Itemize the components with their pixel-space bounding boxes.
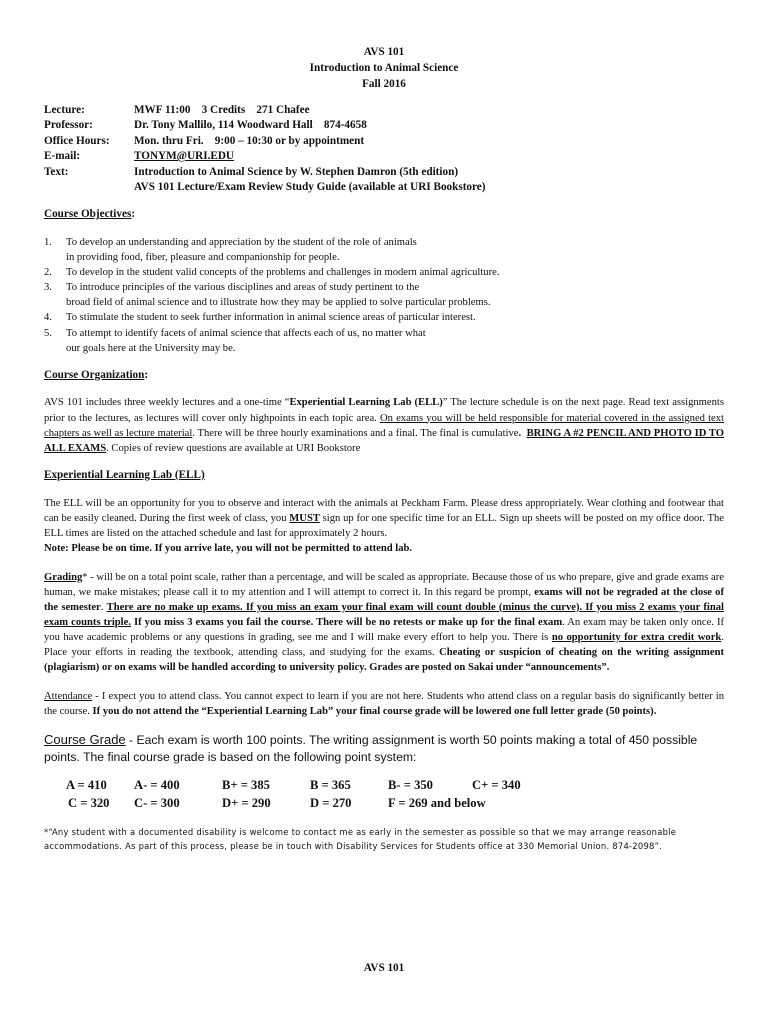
info-value: Dr. Tony Mallilo, 114 Woodward Hall 874-4658 (134, 119, 367, 132)
list-number: 1. (44, 237, 52, 249)
course-title: Introduction to Animal Science (309, 62, 459, 75)
grade-cell: B = 365 (310, 777, 351, 792)
list-text: broad field of animal science and to illustrate how they may be applied to solve particular problems. (66, 297, 491, 309)
course-grade-heading: Course Grade (44, 731, 126, 747)
list-item (44, 265, 724, 280)
info-row-lecture (44, 103, 724, 118)
attendance-paragraph: Attendance - I expect you to attend class. You cannot expect to learn if you are not here. Students who attend class on a regular basis do significantly better in the course. If you do not attend the “Experiential Learning Lab” your final course grade will be lowered one full letter grade (50 points). (44, 690, 724, 717)
info-label: E-mail: (44, 150, 81, 163)
list-text: our goals here at the University may be. (66, 342, 236, 354)
grade-cell: C- = 300 (134, 795, 180, 810)
list-text: To develop in the student valid concepts of the problems and challenges in modern animal agriculture. (66, 267, 500, 279)
info-label (44, 180, 134, 195)
course-info (44, 103, 724, 196)
info-row-text (44, 165, 724, 180)
grade-cell: C = 320 (68, 795, 110, 810)
list-text: To stimulate the student to seek further information in animal science areas of particular interest. (66, 312, 476, 324)
grade-cell: D = 270 (310, 795, 352, 810)
objectives-list (44, 235, 724, 355)
info-value: AVS 101 Lecture/Exam Review Study Guide (available at URI Bookstore) (134, 180, 486, 193)
organization-paragraph: AVS 101 includes three weekly lectures and a one-time “Experiential Learning Lab (ELL)” The lecture schedule is on the next page. Read text assignments prior to the lectures, as lectures will cover only highpoints in each topic area. On exams you will be held responsible for material covered in the assigned text chapters as well as lecture material. There will be three hourly examinations and a final. The final is cumulative. BRING A #2 PENCIL AND PHOTO ID TO ALL EXAMS. Copies of review questions are available at URI Bookstore (44, 397, 724, 454)
grade-cell: A- = 400 (134, 777, 180, 792)
syllabus-page (44, 0, 724, 854)
course-grade-paragraph: Course Grade - Each exam is worth 100 points. The writing assignment is worth 50 points making a total of 450 possible points. The final course grade is based on the following point system: (44, 731, 698, 765)
list-number: 2. (44, 267, 52, 279)
list-text: in providing food, fiber, pleasure and companionship for people. (66, 252, 340, 264)
info-value: Mon. thru Fri. 9:00 – 10:30 or by appointment (134, 134, 365, 147)
objectives-section (44, 207, 724, 355)
info-label: Office Hours: (44, 134, 110, 147)
grade-cell: B- = 350 (388, 777, 433, 792)
info-row-office-hours (44, 134, 724, 149)
list-number: 5. (44, 327, 52, 339)
info-value: Introduction to Animal Science by W. Stephen Damron (5th edition) (134, 165, 459, 178)
course-code: AVS 101 (363, 46, 405, 58)
ell-section (44, 468, 724, 556)
grade-cell: B+ = 385 (222, 777, 270, 792)
list-number: 4. (44, 312, 52, 324)
grade-cell: D+ = 290 (222, 795, 271, 810)
ell-note: Note: Please be on time. If you arrive late, you will not be permitted to attend lab. (44, 542, 413, 554)
list-item (44, 310, 724, 325)
info-label: Text: (44, 165, 69, 178)
course-term: Fall 2016 (362, 78, 406, 91)
grade-cell: A = 410 (66, 777, 107, 792)
objectives-heading: Course Objectives: (44, 208, 136, 221)
info-row-professor (44, 118, 724, 133)
organization-heading: Course Organization: (44, 368, 149, 381)
disability-footnote: *“Any student with a documented disability is welcome to contact me as early in the semester as possible so that we may arrange reasonable accommodations. As part of this process, please be in touch with Disability Services for Students office at 330 Memorial Union. 874-2098”. (44, 827, 677, 852)
page-footer: AVS 101 (363, 962, 405, 974)
email-link[interactable]: TONYM@URI.EDU (134, 150, 235, 163)
info-label: Lecture: (44, 103, 85, 116)
list-text: To develop an understanding and appreciation by the student of the role of animals (66, 237, 417, 249)
document-header (44, 44, 724, 93)
info-row-study-guide (44, 180, 724, 195)
list-number: 3. (44, 282, 52, 294)
ell-heading: Experiential Learning Lab (ELL) (44, 468, 205, 481)
list-text: To introduce principles of the various disciplines and areas of study pertinent to the (66, 282, 420, 294)
organization-section (44, 368, 724, 456)
grade-scale (44, 777, 724, 813)
list-item (44, 235, 724, 265)
list-item (44, 280, 724, 310)
grading-paragraph: Grading* - will be on a total point scale, rather than a percentage, and will be scaled as appropriate. Because those of us who prepare, give and grade exams are human, we make mistakes; please call it to my attention and I will attempt to correct it. In this regard be prompt, exams will not be regraded at the close of the semester. There are no make up exams. If you miss an exam your final exam will count double (minus the curve). If you miss 2 exams your final exam counts triple. If you miss 3 exams you fail the course. There will be no retests or make up for the final exam. An exam may be taken only once. If you have academic problems or any questions in grading, see me and I will make every effort to help you. There is no opportunity for extra credit work. Place your efforts in reading the textbook, attending class, and studying for the exams. Cheating or suspicion of cheating on the writing assignment (plagiarism) or on exams will be handled according to university policy. Grades are posted on Sakai under “announcements”. (44, 571, 724, 673)
attendance-heading: Attendance (44, 690, 93, 702)
grade-row (44, 777, 724, 795)
list-item (44, 326, 724, 356)
grading-heading: Grading (44, 571, 83, 583)
info-value: MWF 11:00 3 Credits 271 Chafee (134, 103, 310, 116)
list-text: To attempt to identify facets of animal science that affects each of us, no matter what (66, 327, 426, 339)
grade-row (44, 795, 724, 813)
ell-paragraph: The ELL will be an opportunity for you to observe and interact with the animals at Peckham Farm. Please dress appropriately. Wear clothing and footwear that can be easily cleaned. During the first week of class, you MUST sign up for one specific time for an ELL. Sign up sheets will be posted on my office door. The ELL times are listed on the attached schedule and last for approximately 2 hours. Note: Please be on time. If you arrive late, you will not be permitted to attend lab. (44, 497, 724, 554)
info-label: Professor: (44, 119, 93, 132)
grade-cell: F = 269 and below (388, 795, 486, 810)
grade-cell: C+ = 340 (472, 777, 521, 792)
info-row-email (44, 149, 724, 164)
